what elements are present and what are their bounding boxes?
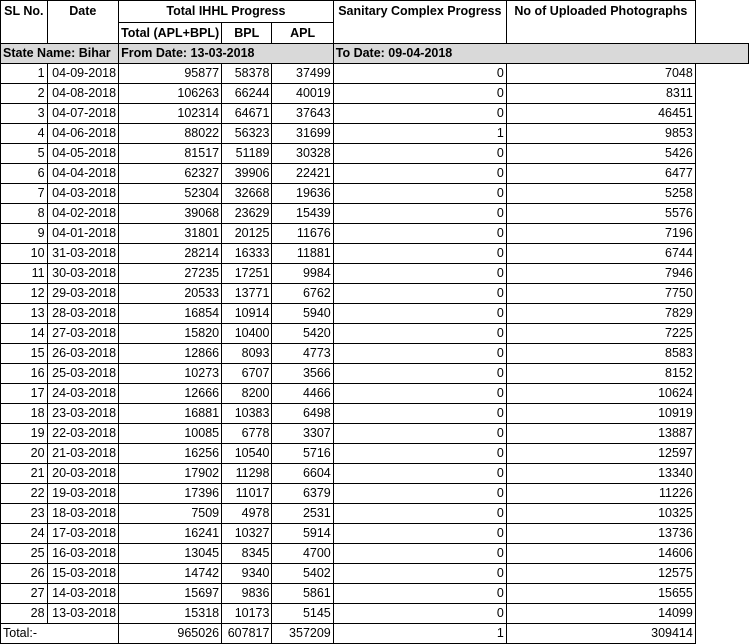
cell-date: 20-03-2018 [47, 464, 119, 484]
cell-date: 17-03-2018 [47, 524, 119, 544]
cell-bpl: 6707 [222, 364, 272, 384]
cell-sanitary: 0 [333, 384, 506, 404]
cell-apl: 5145 [272, 604, 333, 624]
cell-sl-no: 1 [1, 64, 48, 84]
cell-bpl: 8345 [222, 544, 272, 564]
cell-total: 16881 [119, 404, 222, 424]
cell-bpl: 10173 [222, 604, 272, 624]
row-spacer [695, 304, 748, 324]
table-row [1, 224, 749, 244]
cell-sl-no: 20 [1, 444, 48, 464]
row-spacer [695, 484, 748, 504]
table-row [1, 144, 749, 164]
row-spacer [695, 224, 748, 244]
cell-sanitary: 0 [333, 164, 506, 184]
cell-total: 62327 [119, 164, 222, 184]
cell-photos: 46451 [506, 104, 695, 124]
table-row [1, 104, 749, 124]
cell-sl-no: 19 [1, 424, 48, 444]
cell-apl: 4700 [272, 544, 333, 564]
cell-total: 95877 [119, 64, 222, 84]
cell-date: 04-07-2018 [47, 104, 119, 124]
cell-sanitary: 0 [333, 344, 506, 364]
cell-apl: 5402 [272, 564, 333, 584]
header-date: Date [47, 1, 119, 44]
cell-bpl: 11017 [222, 484, 272, 504]
cell-total: 102314 [119, 104, 222, 124]
cell-bpl: 51189 [222, 144, 272, 164]
cell-bpl: 64671 [222, 104, 272, 124]
cell-date: 04-03-2018 [47, 184, 119, 204]
header-sanitary: Sanitary Complex Progress [333, 1, 506, 44]
cell-photos: 10325 [506, 504, 695, 524]
cell-apl: 3307 [272, 424, 333, 444]
cell-sl-no: 14 [1, 324, 48, 344]
cell-sanitary: 0 [333, 204, 506, 224]
cell-date: 04-05-2018 [47, 144, 119, 164]
row-spacer [695, 584, 748, 604]
cell-sanitary: 0 [333, 324, 506, 344]
table-row [1, 344, 749, 364]
cell-sanitary: 0 [333, 484, 506, 504]
cell-apl: 15439 [272, 204, 333, 224]
cell-sl-no: 5 [1, 144, 48, 164]
row-spacer [695, 504, 748, 524]
cell-sl-no: 28 [1, 604, 48, 624]
cell-bpl: 39906 [222, 164, 272, 184]
row-spacer [695, 344, 748, 364]
cell-sanitary: 0 [333, 424, 506, 444]
cell-apl: 40019 [272, 84, 333, 104]
cell-sl-no: 17 [1, 384, 48, 404]
totals-sanitary: 1 [333, 624, 506, 644]
cell-sl-no: 13 [1, 304, 48, 324]
table-row [1, 604, 749, 624]
cell-photos: 13736 [506, 524, 695, 544]
cell-sl-no: 8 [1, 204, 48, 224]
table-row [1, 264, 749, 284]
cell-total: 10085 [119, 424, 222, 444]
cell-total: 12666 [119, 384, 222, 404]
cell-photos: 15655 [506, 584, 695, 604]
cell-date: 18-03-2018 [47, 504, 119, 524]
table-row [1, 64, 749, 84]
cell-date: 24-03-2018 [47, 384, 119, 404]
cell-bpl: 10400 [222, 324, 272, 344]
header-ihhl-group: Total IHHL Progress [119, 1, 334, 23]
cell-sanitary: 0 [333, 304, 506, 324]
cell-sl-no: 23 [1, 504, 48, 524]
cell-photos: 14606 [506, 544, 695, 564]
cell-sl-no: 2 [1, 84, 48, 104]
cell-photos: 10624 [506, 384, 695, 404]
cell-sl-no: 27 [1, 584, 48, 604]
cell-sanitary: 1 [333, 124, 506, 144]
cell-photos: 12597 [506, 444, 695, 464]
totals-photos: 309414 [506, 624, 695, 644]
table-row [1, 464, 749, 484]
cell-bpl: 32668 [222, 184, 272, 204]
cell-photos: 7829 [506, 304, 695, 324]
cell-date: 28-03-2018 [47, 304, 119, 324]
cell-bpl: 8093 [222, 344, 272, 364]
cell-sl-no: 12 [1, 284, 48, 304]
cell-apl: 4773 [272, 344, 333, 364]
cell-bpl: 10327 [222, 524, 272, 544]
cell-total: 13045 [119, 544, 222, 564]
filter-band [1, 44, 749, 64]
cell-photos: 5426 [506, 144, 695, 164]
cell-total: 16854 [119, 304, 222, 324]
cell-total: 16256 [119, 444, 222, 464]
cell-total: 20533 [119, 284, 222, 304]
row-spacer [695, 384, 748, 404]
row-spacer [695, 144, 748, 164]
table-row [1, 84, 749, 104]
cell-photos: 7225 [506, 324, 695, 344]
cell-photos: 7048 [506, 64, 695, 84]
cell-photos: 5258 [506, 184, 695, 204]
cell-sl-no: 10 [1, 244, 48, 264]
cell-sanitary: 0 [333, 604, 506, 624]
row-spacer [695, 604, 748, 624]
cell-total: 31801 [119, 224, 222, 244]
row-spacer [695, 544, 748, 564]
cell-sanitary: 0 [333, 64, 506, 84]
cell-photos: 8583 [506, 344, 695, 364]
cell-sanitary: 0 [333, 364, 506, 384]
state-name: State Name: Bihar [1, 44, 119, 64]
cell-bpl: 4978 [222, 504, 272, 524]
cell-date: 04-01-2018 [47, 224, 119, 244]
table-row [1, 504, 749, 524]
cell-sl-no: 25 [1, 544, 48, 564]
cell-sl-no: 21 [1, 464, 48, 484]
cell-bpl: 8200 [222, 384, 272, 404]
cell-photos: 8152 [506, 364, 695, 384]
table-row [1, 364, 749, 384]
cell-photos: 10919 [506, 404, 695, 424]
cell-sanitary: 0 [333, 584, 506, 604]
row-spacer [695, 284, 748, 304]
row-spacer [695, 244, 748, 264]
row-spacer [695, 524, 748, 544]
cell-total: 17902 [119, 464, 222, 484]
row-spacer [695, 444, 748, 464]
cell-date: 04-02-2018 [47, 204, 119, 224]
cell-apl: 11881 [272, 244, 333, 264]
cell-total: 15820 [119, 324, 222, 344]
cell-sanitary: 0 [333, 224, 506, 244]
cell-apl: 31699 [272, 124, 333, 144]
cell-date: 15-03-2018 [47, 564, 119, 584]
cell-total: 14742 [119, 564, 222, 584]
cell-total: 27235 [119, 264, 222, 284]
cell-photos: 7946 [506, 264, 695, 284]
table-row [1, 324, 749, 344]
table-row [1, 544, 749, 564]
cell-photos: 11226 [506, 484, 695, 504]
cell-sanitary: 0 [333, 264, 506, 284]
cell-bpl: 13771 [222, 284, 272, 304]
cell-total: 81517 [119, 144, 222, 164]
cell-date: 27-03-2018 [47, 324, 119, 344]
cell-date: 25-03-2018 [47, 364, 119, 384]
cell-photos: 12575 [506, 564, 695, 584]
cell-sl-no: 9 [1, 224, 48, 244]
cell-date: 26-03-2018 [47, 344, 119, 364]
cell-total: 7509 [119, 504, 222, 524]
cell-bpl: 66244 [222, 84, 272, 104]
cell-sl-no: 26 [1, 564, 48, 584]
header-total: Total (APL+BPL) [119, 23, 222, 44]
cell-photos: 13340 [506, 464, 695, 484]
row-spacer [695, 184, 748, 204]
cell-date: 04-04-2018 [47, 164, 119, 184]
table-row [1, 204, 749, 224]
header-spacer [695, 1, 748, 44]
cell-bpl: 16333 [222, 244, 272, 264]
cell-photos: 9853 [506, 124, 695, 144]
cell-apl: 30328 [272, 144, 333, 164]
cell-sanitary: 0 [333, 184, 506, 204]
cell-sanitary: 0 [333, 464, 506, 484]
cell-bpl: 10383 [222, 404, 272, 424]
cell-sanitary: 0 [333, 524, 506, 544]
cell-total: 52304 [119, 184, 222, 204]
cell-date: 30-03-2018 [47, 264, 119, 284]
cell-bpl: 9836 [222, 584, 272, 604]
cell-apl: 5914 [272, 524, 333, 544]
cell-bpl: 23629 [222, 204, 272, 224]
cell-date: 21-03-2018 [47, 444, 119, 464]
table-row [1, 444, 749, 464]
header-apl: APL [272, 23, 333, 44]
totals-apl: 357209 [272, 624, 333, 644]
cell-sl-no: 4 [1, 124, 48, 144]
header-row [1, 1, 749, 23]
row-spacer [695, 104, 748, 124]
header-photos: No of Uploaded Photographs [506, 1, 695, 44]
table-row [1, 484, 749, 504]
cell-total: 106263 [119, 84, 222, 104]
cell-total: 15697 [119, 584, 222, 604]
cell-date: 31-03-2018 [47, 244, 119, 264]
table-row [1, 284, 749, 304]
cell-sanitary: 0 [333, 404, 506, 424]
row-spacer [695, 264, 748, 284]
cell-apl: 6604 [272, 464, 333, 484]
cell-apl: 19636 [272, 184, 333, 204]
cell-apl: 6762 [272, 284, 333, 304]
cell-apl: 6498 [272, 404, 333, 424]
totals-label: Total:- [1, 624, 119, 644]
table-row [1, 584, 749, 604]
totals-total: 965026 [119, 624, 222, 644]
cell-sanitary: 0 [333, 444, 506, 464]
cell-sl-no: 15 [1, 344, 48, 364]
totals-bpl: 607817 [222, 624, 272, 644]
row-spacer [695, 464, 748, 484]
row-spacer [695, 204, 748, 224]
table-row [1, 424, 749, 444]
row-spacer [695, 164, 748, 184]
cell-date: 29-03-2018 [47, 284, 119, 304]
row-spacer [695, 424, 748, 444]
cell-date: 04-06-2018 [47, 124, 119, 144]
cell-apl: 22421 [272, 164, 333, 184]
cell-sl-no: 3 [1, 104, 48, 124]
cell-sanitary: 0 [333, 284, 506, 304]
header-bpl: BPL [222, 23, 272, 44]
header-sl-no: SL No. [1, 1, 48, 44]
cell-photos: 14099 [506, 604, 695, 624]
cell-total: 17396 [119, 484, 222, 504]
cell-date: 04-09-2018 [47, 64, 119, 84]
cell-total: 16241 [119, 524, 222, 544]
cell-apl: 37643 [272, 104, 333, 124]
cell-bpl: 20125 [222, 224, 272, 244]
cell-apl: 2531 [272, 504, 333, 524]
cell-total: 12866 [119, 344, 222, 364]
cell-bpl: 10914 [222, 304, 272, 324]
row-spacer [695, 364, 748, 384]
cell-bpl: 11298 [222, 464, 272, 484]
row-spacer [695, 124, 748, 144]
cell-sl-no: 11 [1, 264, 48, 284]
cell-apl: 3566 [272, 364, 333, 384]
cell-photos: 5576 [506, 204, 695, 224]
row-spacer [695, 564, 748, 584]
cell-date: 23-03-2018 [47, 404, 119, 424]
cell-date: 19-03-2018 [47, 484, 119, 504]
cell-date: 16-03-2018 [47, 544, 119, 564]
cell-sanitary: 0 [333, 564, 506, 584]
cell-sl-no: 7 [1, 184, 48, 204]
cell-photos: 6477 [506, 164, 695, 184]
table-row [1, 384, 749, 404]
cell-sanitary: 0 [333, 144, 506, 164]
table-row [1, 184, 749, 204]
cell-bpl: 56323 [222, 124, 272, 144]
cell-bpl: 9340 [222, 564, 272, 584]
cell-apl: 5716 [272, 444, 333, 464]
cell-bpl: 10540 [222, 444, 272, 464]
cell-sl-no: 16 [1, 364, 48, 384]
table-row [1, 304, 749, 324]
to-date: To Date: 09-04-2018 [333, 44, 748, 64]
cell-sanitary: 0 [333, 504, 506, 524]
row-spacer [695, 404, 748, 424]
cell-bpl: 6778 [222, 424, 272, 444]
table-row [1, 164, 749, 184]
cell-sl-no: 6 [1, 164, 48, 184]
cell-total: 39068 [119, 204, 222, 224]
table-row [1, 524, 749, 544]
cell-sl-no: 22 [1, 484, 48, 504]
row-spacer [695, 324, 748, 344]
cell-date: 13-03-2018 [47, 604, 119, 624]
cell-date: 22-03-2018 [47, 424, 119, 444]
cell-sl-no: 24 [1, 524, 48, 544]
cell-apl: 5940 [272, 304, 333, 324]
cell-total: 15318 [119, 604, 222, 624]
cell-bpl: 17251 [222, 264, 272, 284]
cell-bpl: 58378 [222, 64, 272, 84]
cell-date: 04-08-2018 [47, 84, 119, 104]
cell-sanitary: 0 [333, 84, 506, 104]
row-spacer [695, 64, 748, 84]
cell-sanitary: 0 [333, 244, 506, 264]
cell-total: 28214 [119, 244, 222, 264]
cell-apl: 5861 [272, 584, 333, 604]
table-row [1, 404, 749, 424]
cell-photos: 13887 [506, 424, 695, 444]
cell-apl: 9984 [272, 264, 333, 284]
cell-photos: 7750 [506, 284, 695, 304]
cell-apl: 6379 [272, 484, 333, 504]
cell-apl: 4466 [272, 384, 333, 404]
cell-apl: 5420 [272, 324, 333, 344]
table-row [1, 564, 749, 584]
cell-date: 14-03-2018 [47, 584, 119, 604]
row-spacer [695, 84, 748, 104]
cell-sl-no: 18 [1, 404, 48, 424]
table-row [1, 124, 749, 144]
cell-total: 88022 [119, 124, 222, 144]
cell-photos: 7196 [506, 224, 695, 244]
cell-apl: 37499 [272, 64, 333, 84]
from-date: From Date: 13-03-2018 [119, 44, 334, 64]
cell-photos: 6744 [506, 244, 695, 264]
cell-total: 10273 [119, 364, 222, 384]
cell-apl: 11676 [272, 224, 333, 244]
table-row [1, 244, 749, 264]
cell-photos: 8311 [506, 84, 695, 104]
cell-sanitary: 0 [333, 544, 506, 564]
cell-sanitary: 0 [333, 104, 506, 124]
